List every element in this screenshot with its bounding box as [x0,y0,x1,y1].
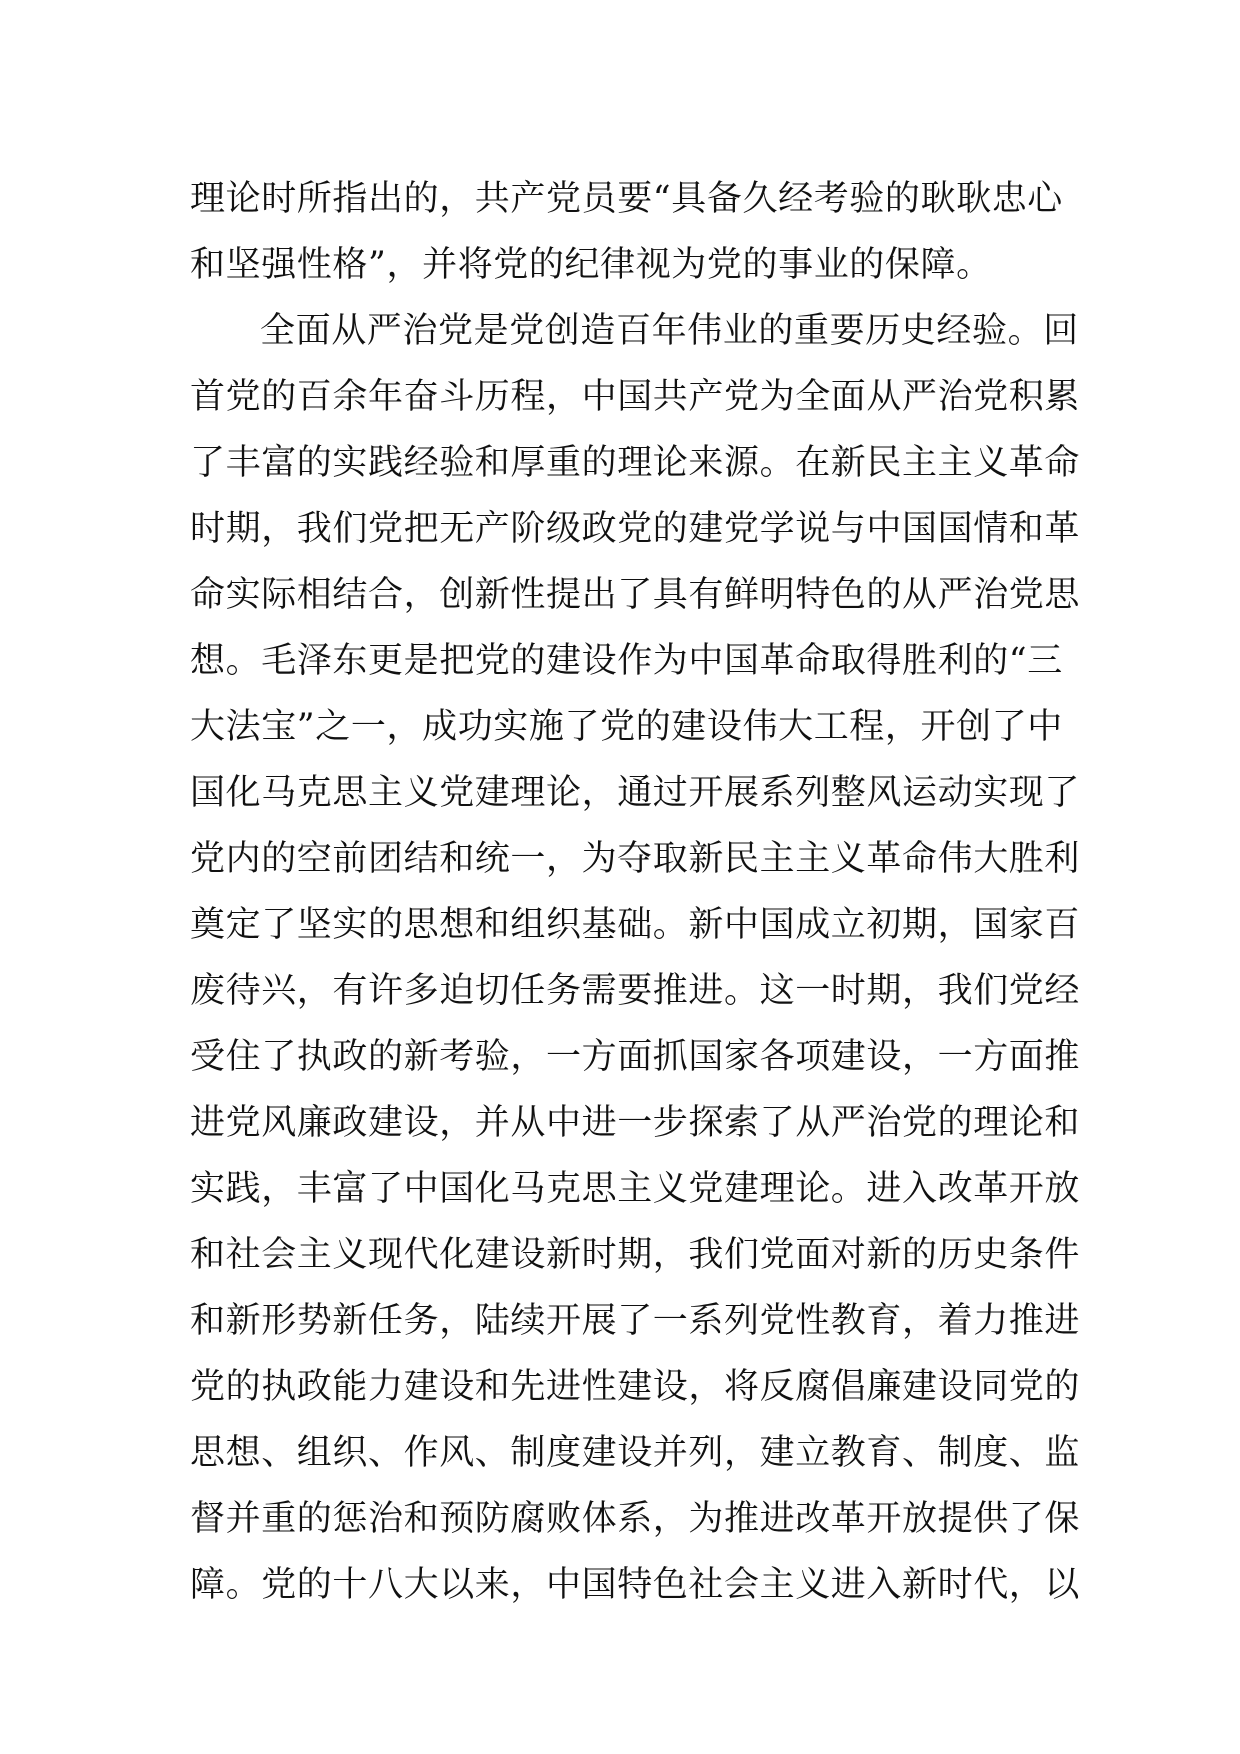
text-line: 党的执政能力建设和先进性建设，将反腐倡廉建设同党的 [190,1367,1081,1407]
text-line: 进党风廉政建设，并从中进一步探索了从严治党的理论和 [190,1103,1081,1143]
text-line: 时期，我们党把无产阶级政党的建党学说与中国国情和革 [190,509,1081,549]
text-line: 障。党的十八大以来，中国特色社会主义进入新时代，以 [190,1565,1081,1605]
text-line: 了丰富的实践经验和厚重的理论来源。在新民主主义革命 [190,443,1081,483]
text-line: 实践，丰富了中国化马克思主义党建理论。进入改革开放 [190,1169,1081,1209]
text-line: 国化马克思主义党建理论，通过开展系列整风运动实现了 [190,773,1081,813]
text-line: 思想、组织、作风、制度建设并列，建立教育、制度、监 [190,1433,1081,1473]
text-line: 废待兴，有许多迫切任务需要推进。这一时期，我们党经 [190,971,1081,1011]
text-line: 想。毛泽东更是把党的建设作为中国革命取得胜利的“三 [190,641,1063,681]
text-line: 首党的百余年奋斗历程，中国共产党为全面从严治党积累 [190,377,1081,417]
text-line: 奠定了坚实的思想和组织基础。新中国成立初期，国家百 [190,905,1081,945]
text-line: 和新形势新任务，陆续开展了一系列党性教育，着力推进 [190,1301,1081,1341]
text-line: 大法宝”之一，成功实施了党的建设伟大工程，开创了中 [190,707,1063,747]
text-line: 全面从严治党是党创造百年伟业的重要历史经验。回 [260,311,1079,351]
text-line: 和社会主义现代化建设新时期，我们党面对新的历史条件 [190,1235,1081,1275]
text-line: 命实际相结合，创新性提出了具有鲜明特色的从严治党思 [190,575,1081,615]
text-line: 党内的空前团结和统一，为夺取新民主主义革命伟大胜利 [190,839,1081,879]
text-line: 理论时所指出的，共产党员要“具备久经考验的耿耿忠心 [190,179,1063,219]
text-line: 和坚强性格”，并将党的纪律视为党的事业的保障。 [190,245,992,285]
text-line: 督并重的惩治和预防腐败体系，为推进改革开放提供了保 [190,1499,1081,1539]
body-text [190,166,1081,1618]
text-line: 受住了执政的新考验，一方面抓国家各项建设，一方面推 [190,1037,1081,1077]
